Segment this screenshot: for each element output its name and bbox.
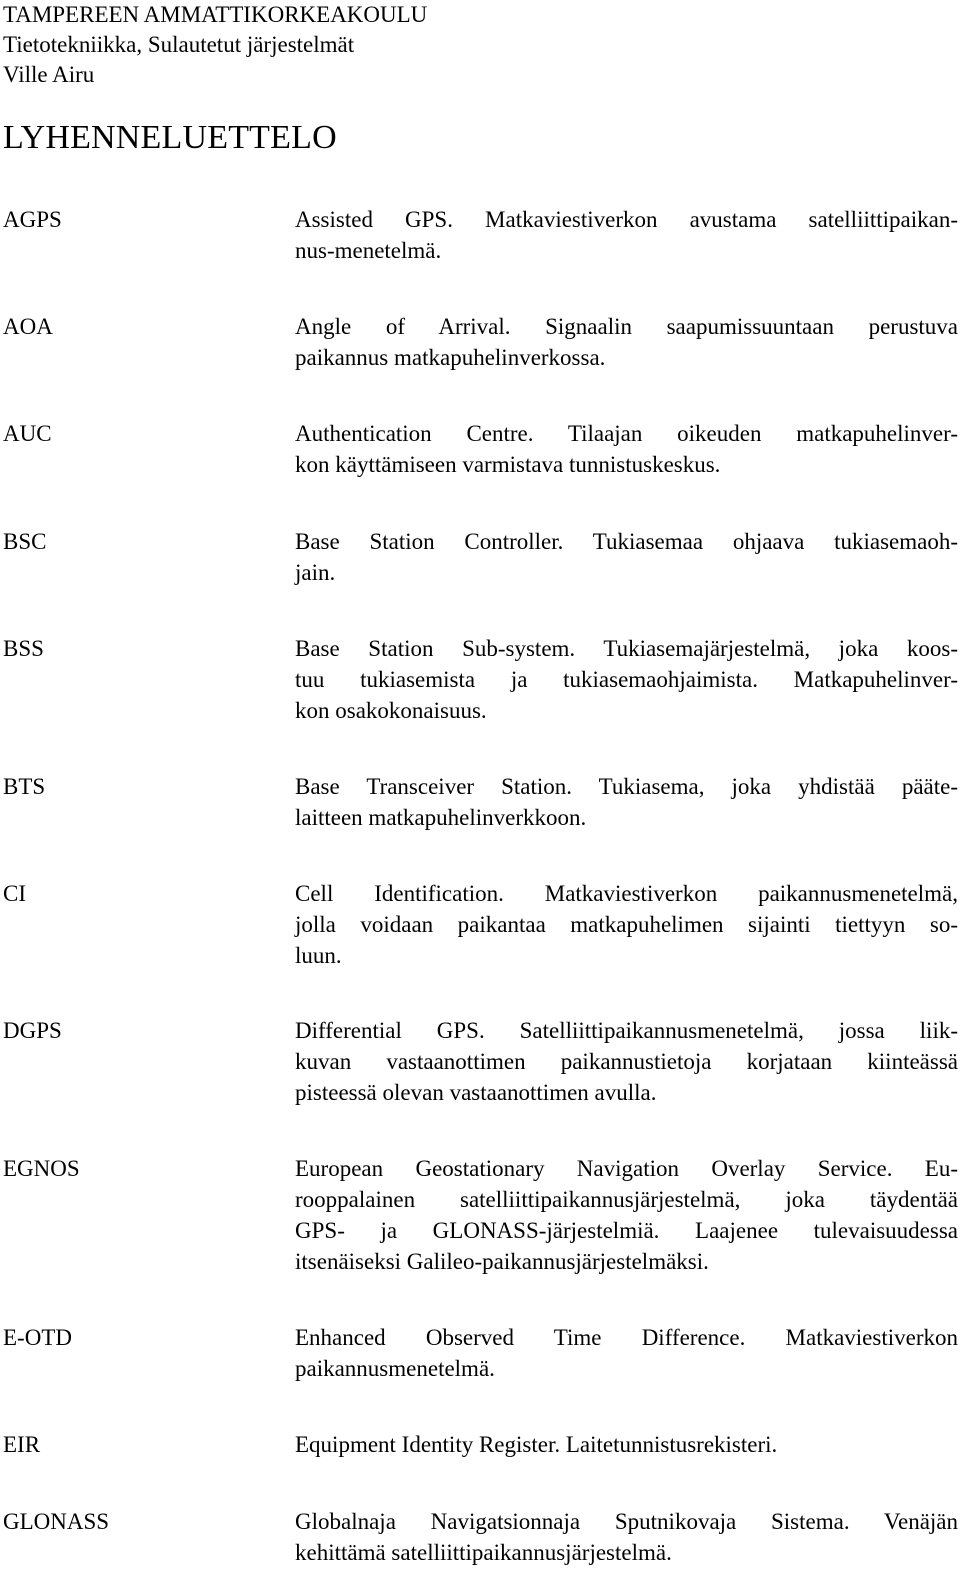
definition-line: nus-menetelmä.: [295, 238, 442, 263]
definition-line: pisteessä olevan vastaanottimen avulla.: [295, 1080, 657, 1105]
definition-line: European Geostationary Navigation Overlay Service. Eu-: [295, 1156, 958, 1181]
abbreviation-term: BSS: [3, 636, 44, 661]
definition-line: luun.: [295, 943, 342, 968]
definition-line: Base Station Sub-system. Tukiasemajärjestelmä, joka koos-: [295, 636, 958, 661]
abbreviation-definition: [295, 1322, 958, 1384]
abbreviation-definition: [295, 526, 958, 588]
definition-line: jain.: [295, 560, 336, 585]
abbreviation-term: EIR: [3, 1432, 41, 1457]
abbreviation-term: CI: [3, 881, 26, 906]
definition-line: Base Transceiver Station. Tukiasema, joka yhdistää pääte-: [295, 774, 958, 799]
definition-line: Enhanced Observed Time Difference. Matkaviestiverkon: [295, 1325, 958, 1350]
abbreviation-term: DGPS: [3, 1018, 62, 1043]
abbreviation-term: BTS: [3, 774, 46, 799]
definition-line: Assisted GPS. Matkaviestiverkon avustama satelliittipaikan-: [295, 207, 958, 232]
definition-line: kon osakokonaisuus.: [295, 698, 487, 723]
department-name: Tietotekniikka, Sulautetut järjestelmät: [3, 32, 355, 57]
definition-line: kuvan vastaanottimen paikannustietoja korjataan kiinteässä: [295, 1049, 958, 1074]
abbreviation-definition: [295, 771, 958, 833]
definition-line: jolla voidaan paikantaa matkapuhelimen sijainti tiettyyn so-: [295, 912, 958, 937]
abbreviation-definition: [295, 1429, 958, 1460]
definition-line: Differential GPS. Satelliittipaikannusmenetelmä, jossa liik-: [295, 1018, 958, 1043]
author-name: Ville Airu: [3, 62, 95, 87]
abbreviation-definition: [295, 1153, 958, 1277]
document-header: [3, 0, 427, 90]
abbreviation-term: GLONASS: [3, 1509, 110, 1534]
abbreviation-term: E-OTD: [3, 1325, 72, 1350]
abbreviation-definition: [295, 878, 958, 971]
definition-line: Base Station Controller. Tukiasemaa ohjaava tukiasemaoh-: [295, 529, 958, 554]
institution-name: TAMPEREEN AMMATTIKORKEAKOULU: [3, 2, 428, 27]
abbreviation-definition: [295, 311, 958, 373]
definition-line: tuu tukiasemista ja tukiasemaohjaimista. Matkapuhelinver-: [295, 667, 958, 692]
abbreviation-term: AOA: [3, 314, 53, 339]
abbreviation-term: BSC: [3, 529, 47, 554]
abbreviation-definition: [295, 1015, 958, 1108]
abbreviation-definition: [295, 204, 958, 266]
definition-line: Angle of Arrival. Signaalin saapumissuuntaan perustuva: [295, 314, 958, 339]
definition-line: paikannus matkapuhelinverkossa.: [295, 345, 606, 370]
definition-line: Equipment Identity Register. Laitetunnistusrekisteri.: [295, 1432, 778, 1457]
abbreviation-definition: [295, 418, 958, 480]
definition-line: laitteen matkapuhelinverkkoon.: [295, 805, 587, 830]
page-title: LYHENNELUETTELO: [3, 119, 337, 156]
definition-line: Authentication Centre. Tilaajan oikeuden matkapuhelinver-: [295, 421, 958, 446]
definition-line: itsenäiseksi Galileo-paikannusjärjestelmäksi.: [295, 1249, 709, 1274]
abbreviation-term: EGNOS: [3, 1156, 80, 1181]
abbreviation-term: AUC: [3, 421, 52, 446]
abbreviation-definition: [295, 1506, 958, 1568]
definition-line: rooppalainen satelliittipaikannusjärjestelmä, joka täydentää: [295, 1187, 958, 1212]
abbreviation-term: AGPS: [3, 207, 62, 232]
definition-line: Cell Identification. Matkaviestiverkon paikannusmenetelmä,: [295, 881, 958, 906]
abbreviation-definition: [295, 633, 958, 726]
definition-line: Globalnaja Navigatsionnaja Sputnikovaja Sistema. Venäjän: [295, 1509, 958, 1534]
definition-line: paikannusmenetelmä.: [295, 1356, 495, 1381]
definition-line: kehittämä satelliittipaikannusjärjestelmä.: [295, 1540, 672, 1565]
definition-line: kon käyttämiseen varmistava tunnistuskeskus.: [295, 452, 721, 477]
definition-line: GPS- ja GLONASS-järjestelmiä. Laajenee tulevaisuudessa: [295, 1218, 958, 1243]
